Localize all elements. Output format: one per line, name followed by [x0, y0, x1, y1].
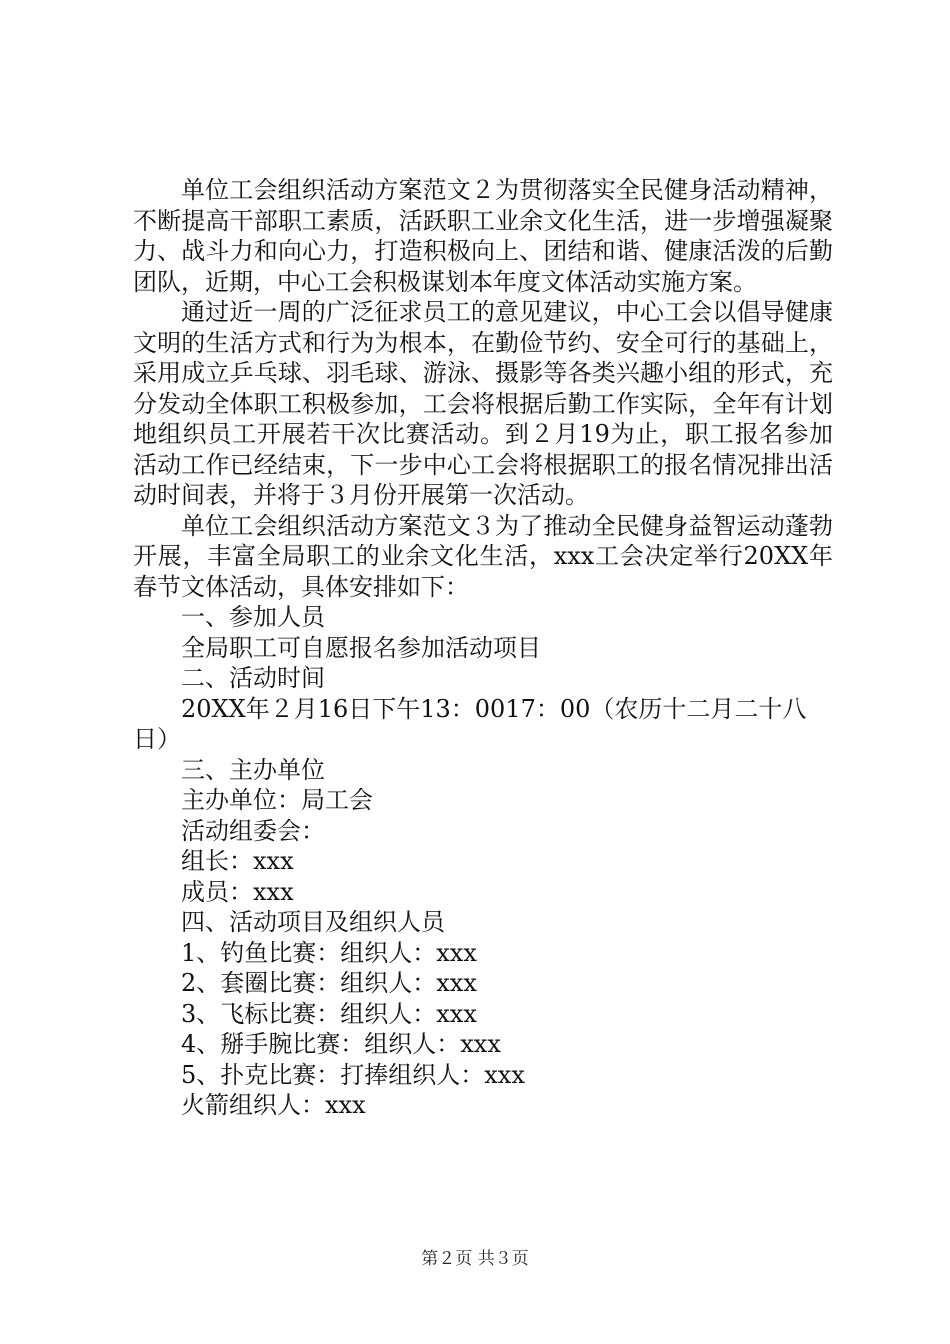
list-item: 2、套圈比赛：组织人：xxx [181, 969, 477, 997]
heading-organizer: 三、主办单位 [181, 755, 325, 784]
list-item: 3、飞标比赛：组织人：xxx [181, 999, 477, 1028]
heading-activity-time: 二、活动时间 [181, 664, 325, 692]
list-item: 4、掰手腕比赛：组织人：xxx [181, 1030, 501, 1058]
text-members: 成员：xxx [181, 877, 294, 906]
text-committee: 活动组委会： [181, 816, 325, 845]
text-organizer: 主办单位：局工会 [181, 786, 373, 814]
list-item: 火箭组织人：xxx [181, 1091, 366, 1119]
page-number-footer: 第２页 共３页 [421, 1249, 529, 1269]
heading-events: 四、活动项目及组织人员 [181, 908, 445, 936]
list-item: 1、钓鱼比赛：组织人：xxx [181, 938, 477, 967]
paragraph-plan-2: 单位工会组织活动方案范文２为贯彻落实全民健身活动精神，不断提高干部职工素质，活跃职工业余文化生活，进一步增强凝聚力、战斗力和向心力，打造积极向上、团结和谐、健康活泼的后勤团队，近期，中心工会积极谋划本年度文体活动实施方案。 [133, 176, 833, 296]
heading-participants: 一、参加人员 [181, 603, 325, 631]
text-leader: 组长：xxx [181, 847, 294, 875]
text-activity-time: 20XX年２月16日下午13：0017：00（农历十二月二十八日） [133, 694, 807, 753]
paragraph-plan-3: 单位工会组织活动方案范文３为了推动全民健身益智运动蓬勃开展，丰富全局职工的业余文化生活，xxx工会决定举行20XX年春节文体活动，具体安排如下： [133, 511, 833, 601]
paragraph-consultation: 通过近一周的广泛征求员工的意见建议，中心工会以倡导健康文明的生活方式和行为为根本，在勤俭节约、安全可行的基础上，采用成立乒乓球、羽毛球、游泳、摄影等各类兴趣小组的形式，充分发动全体职工积极参加，工会将根据后勤工作实际，全年有计划地组织员工开展若干次比赛活动。到２月19为止，职工报名参加活动工作已经结束，下一步中心工会将根据职工的报名情况排出活动时间表，并将于３月份开展第一次活动。 [133, 298, 833, 509]
list-item: 5、扑克比赛：打捧组织人：xxx [181, 1060, 525, 1089]
text-participants: 全局职工可自愿报名参加活动项目 [181, 633, 541, 662]
document-body [133, 175, 833, 1121]
